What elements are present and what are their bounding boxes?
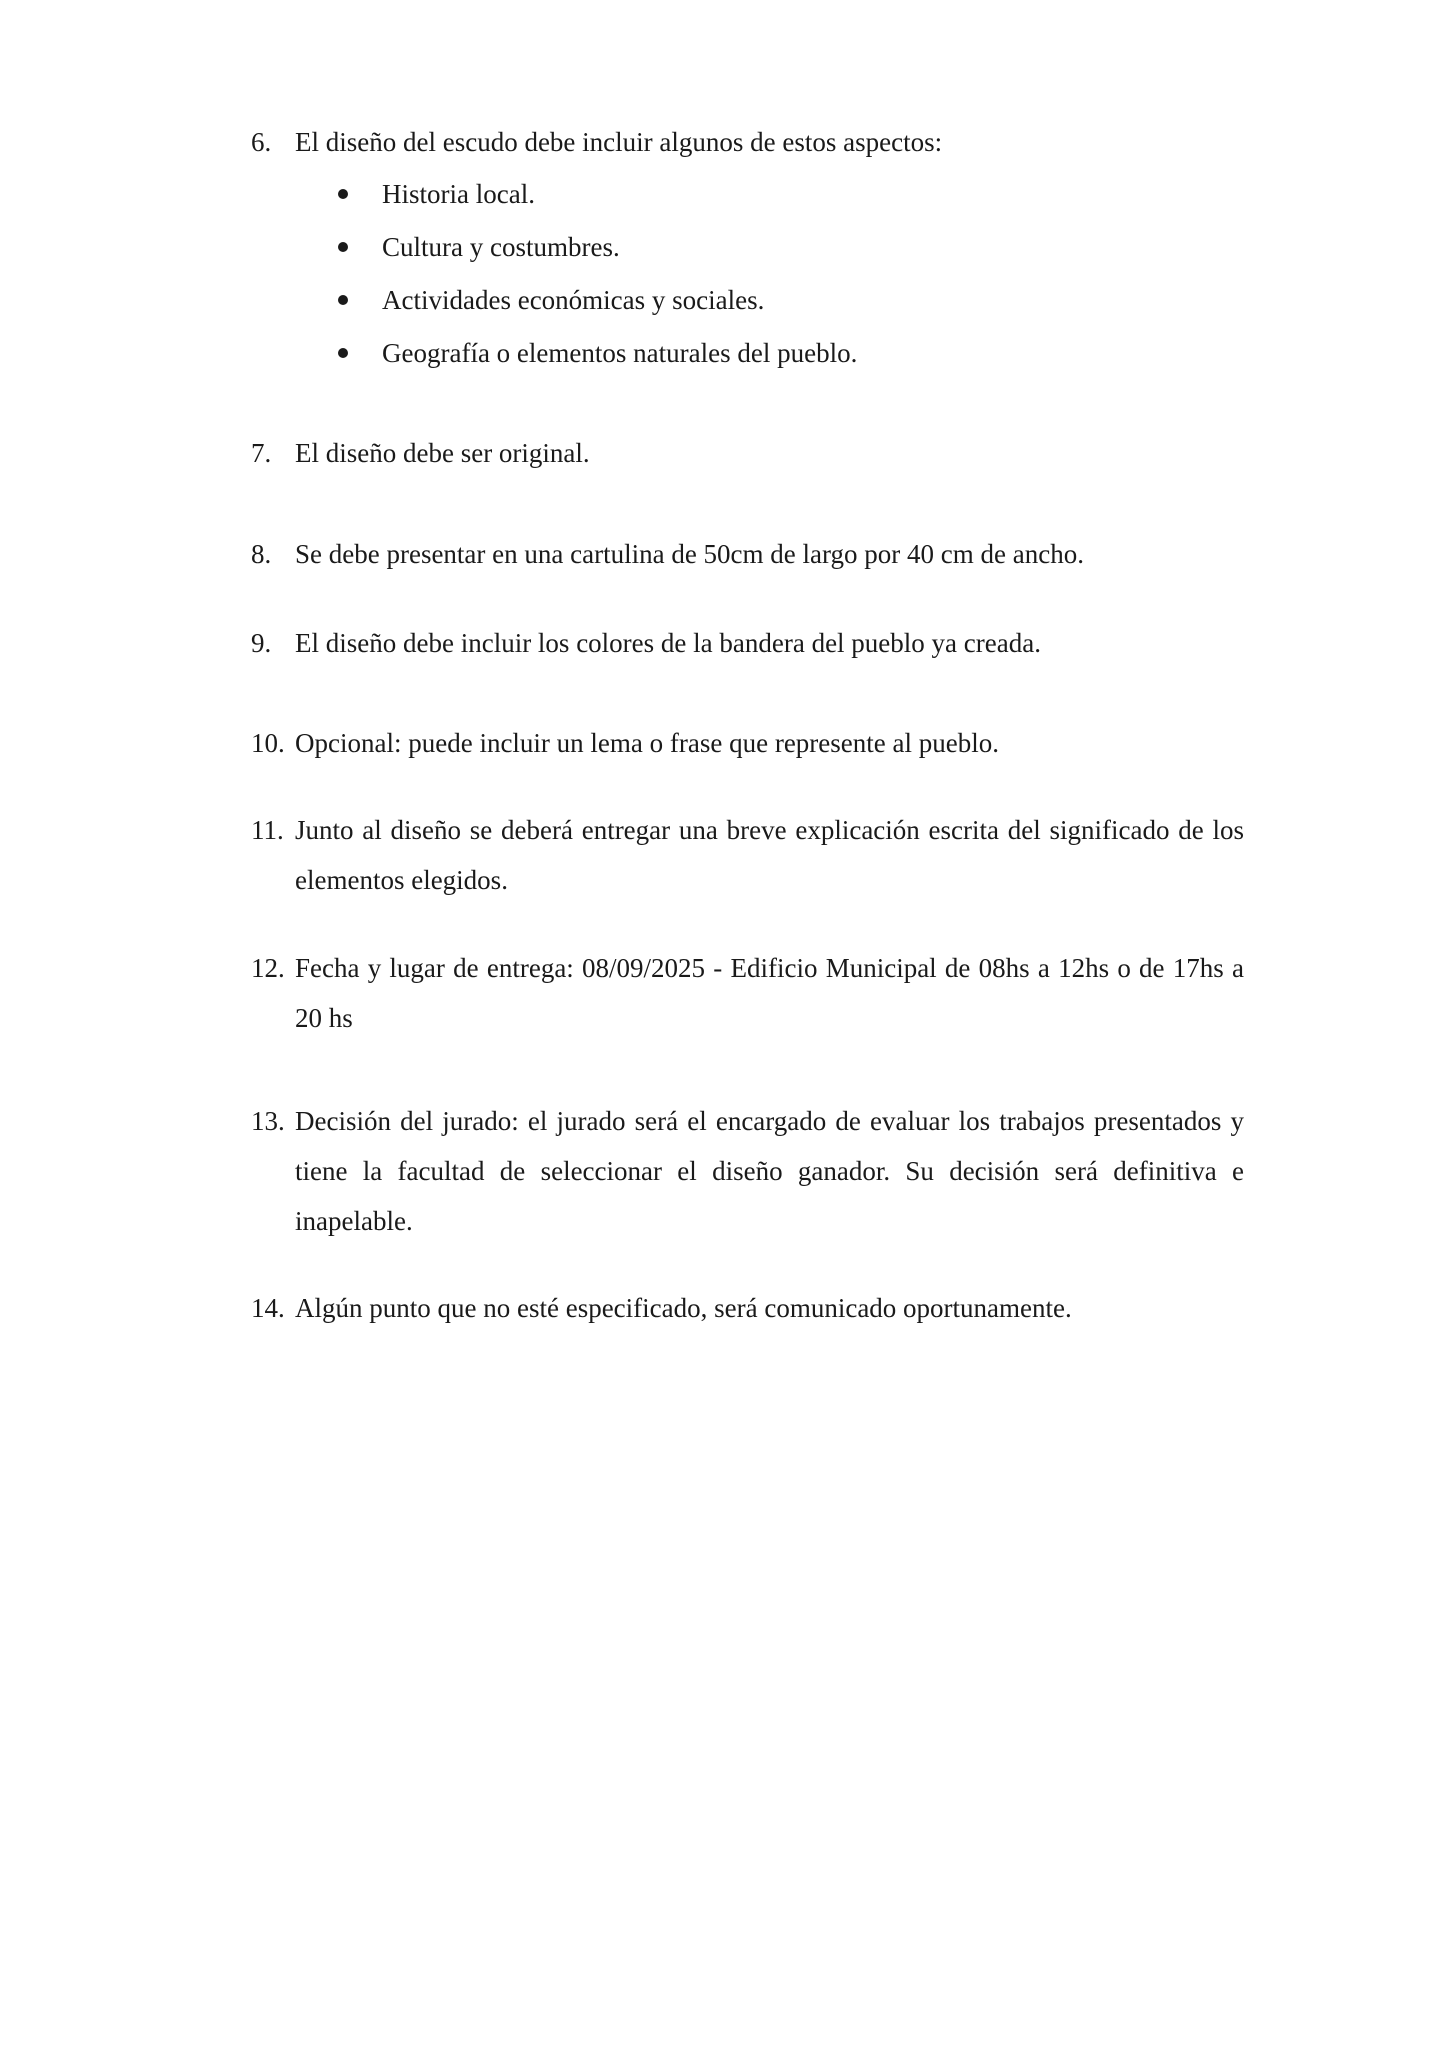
bullet-item	[335, 333, 1135, 386]
bullet-item	[335, 174, 1135, 227]
item-text: Se debe presentar en una cartulina de 50cm de largo por 40 cm de ancho.	[295, 539, 1084, 569]
bullet-icon	[338, 295, 348, 305]
list-item-14	[251, 1283, 1244, 1333]
bullet-icon	[338, 348, 348, 358]
item-number: 6.	[251, 127, 272, 157]
bullet-text: Actividades económicas y sociales.	[382, 285, 765, 315]
item-number: 10.	[251, 728, 285, 758]
bullet-icon	[338, 189, 348, 199]
list-item-13	[251, 1096, 1244, 1246]
item-number: 9.	[251, 628, 272, 658]
item-text: Algún punto que no esté especificado, será comunicado oportunamente.	[295, 1293, 1072, 1323]
list-item-8	[251, 529, 1244, 579]
aspects-bullet-list	[335, 174, 1135, 386]
list-item-7	[251, 428, 1244, 478]
item-text: Opcional: puede incluir un lema o frase que represente al pueblo.	[295, 728, 999, 758]
item-text: Decisión del jurado: el jurado será el encargado de evaluar los trabajos presentados y tiene la facultad de seleccionar el diseño ganador. Su decisión será definitiva e inapelable.	[295, 1106, 1244, 1236]
list-item-9	[251, 618, 1244, 668]
item-number: 13.	[251, 1106, 285, 1136]
bullet-item	[335, 280, 1135, 333]
item-number: 8.	[251, 539, 272, 569]
list-item-6	[251, 117, 1244, 167]
list-item-11	[251, 805, 1244, 905]
list-item-12	[251, 943, 1244, 1043]
bullet-text: Historia local.	[382, 179, 535, 209]
item-text: El diseño debe ser original.	[295, 438, 590, 468]
item-text: El diseño debe incluir los colores de la bandera del pueblo ya creada.	[295, 628, 1041, 658]
bullet-item	[335, 227, 1135, 280]
item-number: 14.	[251, 1293, 285, 1323]
item-text: El diseño del escudo debe incluir algunos de estos aspectos:	[295, 127, 943, 157]
item-number: 11.	[251, 815, 284, 845]
bullet-icon	[338, 242, 348, 252]
item-text: Fecha y lugar de entrega: 08/09/2025 - Edificio Municipal de 08hs a 12hs o de 17hs a 20 hs	[295, 953, 1244, 1033]
item-text: Junto al diseño se deberá entregar una breve explicación escrita del significado de los elementos elegidos.	[295, 815, 1244, 895]
item-number: 12.	[251, 953, 285, 983]
list-item-10	[251, 718, 1244, 768]
item-number: 7.	[251, 438, 272, 468]
bullet-text: Cultura y costumbres.	[382, 232, 620, 262]
bullet-text: Geografía o elementos naturales del pueblo.	[382, 338, 858, 368]
